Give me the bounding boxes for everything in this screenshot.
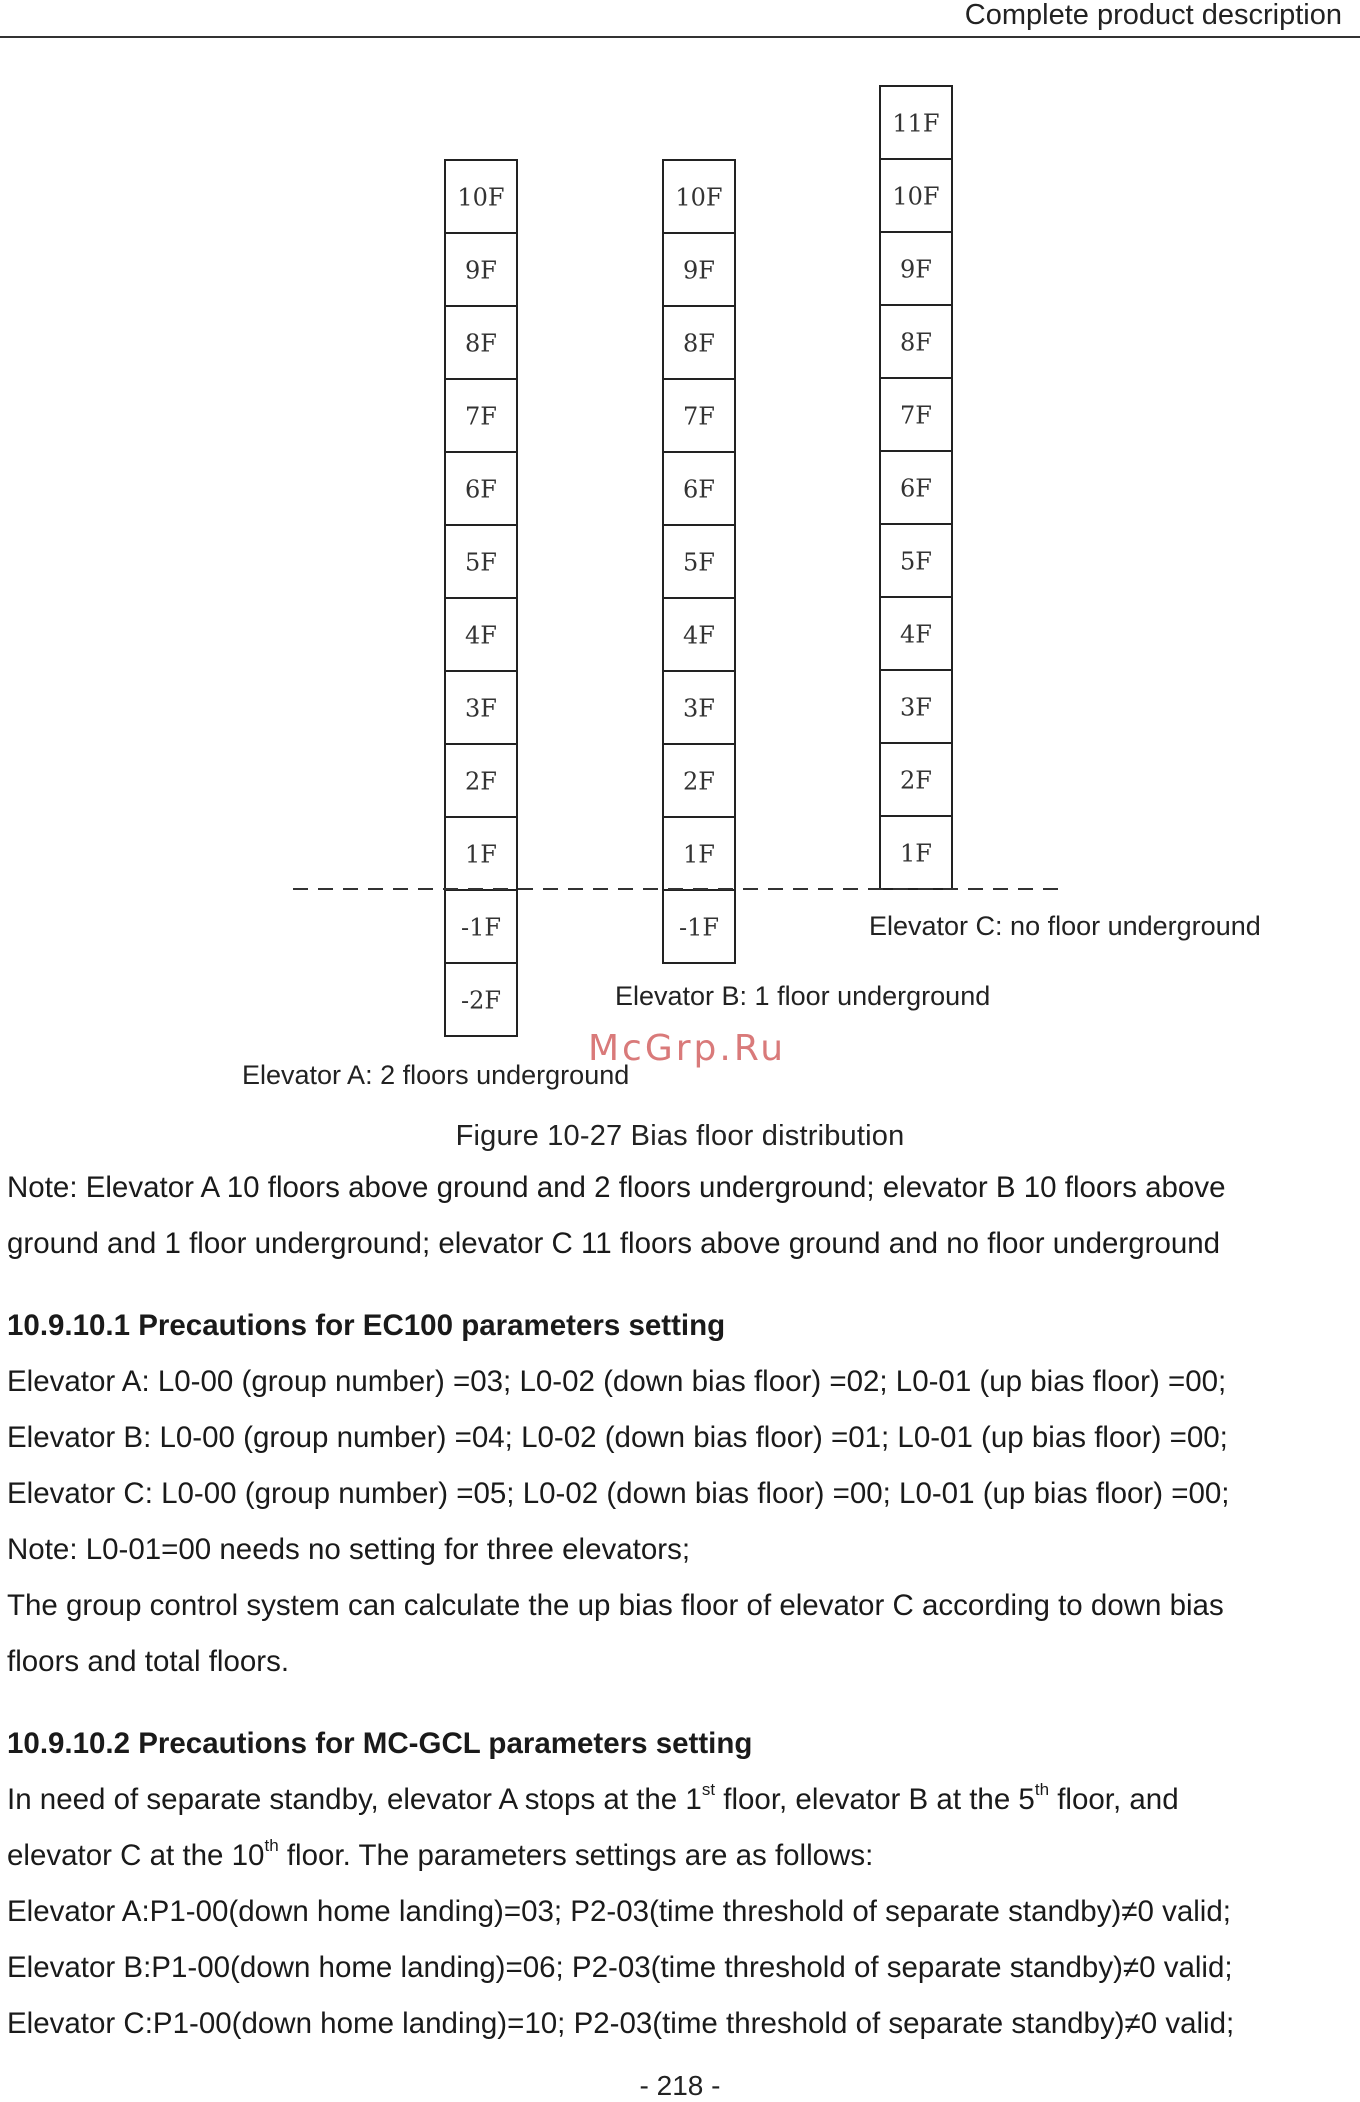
floor-cell bbox=[663, 890, 735, 963]
floor-label: 6F bbox=[465, 475, 497, 504]
floor-label: 1F bbox=[683, 840, 715, 869]
note-line: ground and 1 floor underground; elevator C 11 floors above ground and no floor underground bbox=[7, 1227, 1221, 1260]
floor-cell bbox=[663, 306, 735, 379]
floor-cell bbox=[880, 597, 952, 670]
floor-label: 2F bbox=[900, 766, 932, 795]
floor-label: 9F bbox=[900, 255, 932, 284]
floor-cell bbox=[445, 817, 517, 890]
floor-label: 3F bbox=[465, 694, 497, 723]
floor-label: 5F bbox=[465, 548, 497, 577]
floor-cell bbox=[445, 598, 517, 671]
floor-cell bbox=[880, 524, 952, 597]
text-line: Elevator B: L0-00 (group number) =04; L0-02 (down bias floor) =01; L0-01 (up bias floor) =00; bbox=[7, 1421, 1228, 1454]
text-line: Elevator A:P1-00(down home landing)=03; P2-03(time threshold of separate standby)≠0 valid; bbox=[7, 1895, 1231, 1928]
section-ec100 bbox=[7, 1298, 1347, 1690]
elevator-c-label: Elevator C: no floor underground bbox=[869, 911, 1261, 941]
page-header: Complete product description bbox=[964, 0, 1342, 31]
text-line bbox=[7, 1828, 1347, 1884]
floor-cell bbox=[445, 306, 517, 379]
floor-cell bbox=[445, 744, 517, 817]
floor-cell bbox=[445, 379, 517, 452]
text-line: Note: L0-01=00 needs no setting for three elevators; bbox=[7, 1533, 691, 1566]
floor-label: -1F bbox=[678, 913, 720, 942]
floor-label: 6F bbox=[900, 474, 932, 503]
floor-cell bbox=[663, 744, 735, 817]
elevator-a-shaft bbox=[445, 160, 517, 1036]
floor-cell bbox=[880, 305, 952, 378]
watermark: McGrp.Ru bbox=[588, 1028, 787, 1069]
floor-cell bbox=[663, 452, 735, 525]
text-line: Elevator A: L0-00 (group number) =03; L0-02 (down bias floor) =02; L0-01 (up bias floor) =00; bbox=[7, 1365, 1227, 1398]
floor-label: 10F bbox=[675, 183, 723, 212]
floor-cell bbox=[445, 233, 517, 306]
floor-label: 4F bbox=[465, 621, 497, 650]
floor-cell bbox=[663, 671, 735, 744]
floor-label: 7F bbox=[683, 402, 715, 431]
floor-cell bbox=[663, 379, 735, 452]
floor-label: 10F bbox=[892, 182, 940, 211]
floor-label: 6F bbox=[683, 475, 715, 504]
floor-cell bbox=[880, 378, 952, 451]
floor-cell bbox=[663, 160, 735, 233]
floor-label: 10F bbox=[457, 183, 505, 212]
elevator-c-shaft bbox=[880, 86, 952, 889]
floor-cell bbox=[445, 963, 517, 1036]
floor-label: 1F bbox=[900, 839, 932, 868]
elevator-b-shaft bbox=[663, 160, 735, 963]
floor-label: 11F bbox=[892, 109, 940, 138]
superscript: st bbox=[701, 1780, 716, 1800]
floor-label: 7F bbox=[900, 401, 932, 430]
text-fragment: floor, and bbox=[1049, 1783, 1179, 1816]
floor-label: 3F bbox=[683, 694, 715, 723]
floor-cell bbox=[880, 86, 952, 159]
floor-label: -1F bbox=[460, 913, 502, 942]
text-line bbox=[7, 1772, 1347, 1828]
floor-label: 8F bbox=[465, 329, 497, 358]
superscript: th bbox=[1034, 1780, 1050, 1800]
floor-label: 2F bbox=[683, 767, 715, 796]
page-number: - 218 - bbox=[639, 2070, 721, 2101]
text-fragment: elevator C at the 10 bbox=[7, 1839, 265, 1872]
floor-cell bbox=[663, 525, 735, 598]
text-fragment: floor. The parameters settings are as follows: bbox=[278, 1839, 874, 1872]
floor-label: 1F bbox=[465, 840, 497, 869]
floor-cell bbox=[663, 598, 735, 671]
floor-label: 4F bbox=[900, 620, 932, 649]
floor-cell bbox=[445, 525, 517, 598]
floor-cell bbox=[663, 233, 735, 306]
floor-label: 8F bbox=[900, 328, 932, 357]
text-fragment: In need of separate standby, elevator A stops at the 1 bbox=[7, 1783, 702, 1816]
figure-caption: Figure 10-27 Bias floor distribution bbox=[455, 1120, 905, 1152]
floor-label: 3F bbox=[900, 693, 932, 722]
floor-label: 2F bbox=[465, 767, 497, 796]
floor-label: 9F bbox=[683, 256, 715, 285]
text-line: Elevator C: L0-00 (group number) =05; L0-02 (down bias floor) =00; L0-01 (up bias floor) =00; bbox=[7, 1477, 1230, 1510]
text-line: The group control system can calculate the up bias floor of elevator C according to down bias bbox=[7, 1589, 1224, 1622]
floor-label: 5F bbox=[900, 547, 932, 576]
section-heading: 10.9.10.1 Precautions for EC100 parameters setting bbox=[7, 1309, 726, 1342]
note-line: Note: Elevator A 10 floors above ground and 2 floors underground; elevator B 10 floors above bbox=[7, 1171, 1226, 1204]
floor-label: -2F bbox=[460, 986, 502, 1015]
text-line: floors and total floors. bbox=[7, 1645, 290, 1678]
floor-cell bbox=[445, 160, 517, 233]
floor-label: 8F bbox=[683, 329, 715, 358]
section-mc-gcl bbox=[7, 1716, 1347, 2052]
floor-cell bbox=[880, 451, 952, 524]
floor-cell bbox=[880, 159, 952, 232]
elevator-a-label: Elevator A: 2 floors underground bbox=[242, 1060, 630, 1090]
floor-label: 9F bbox=[465, 256, 497, 285]
floor-cell bbox=[663, 817, 735, 890]
floor-cell bbox=[880, 670, 952, 743]
elevator-b-label: Elevator B: 1 floor underground bbox=[615, 981, 991, 1011]
superscript: th bbox=[264, 1836, 279, 1856]
floor-cell bbox=[880, 743, 952, 816]
floor-cell bbox=[445, 671, 517, 744]
text-fragment: floor, elevator B at the 5 bbox=[715, 1783, 1035, 1816]
floor-cell bbox=[445, 452, 517, 525]
text-line: Elevator B:P1-00(down home landing)=06; P2-03(time threshold of separate standby)≠0 valid; bbox=[7, 1951, 1233, 1984]
floor-label: 4F bbox=[683, 621, 715, 650]
floor-cell bbox=[445, 890, 517, 963]
note-paragraph bbox=[7, 1160, 1347, 1272]
floor-cell bbox=[880, 232, 952, 305]
floor-cell bbox=[880, 816, 952, 889]
floor-label: 7F bbox=[465, 402, 497, 431]
section-heading: 10.9.10.2 Precautions for MC-GCL parameters setting bbox=[7, 1727, 753, 1760]
text-line: Elevator C:P1-00(down home landing)=10; P2-03(time threshold of separate standby)≠0 valid; bbox=[7, 2007, 1235, 2040]
floor-label: 5F bbox=[683, 548, 715, 577]
